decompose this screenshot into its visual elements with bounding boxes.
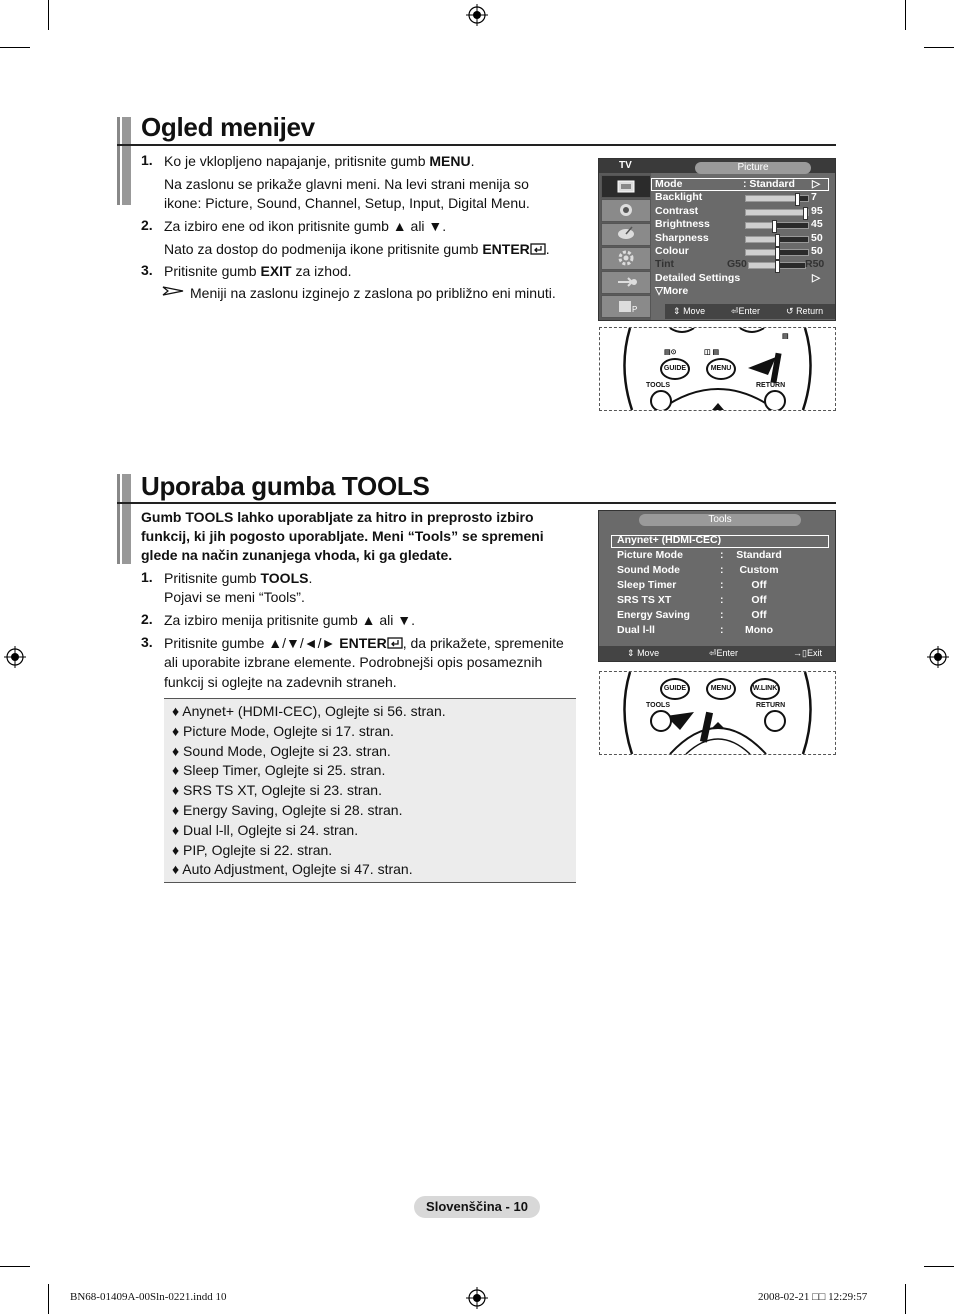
tools-button[interactable] <box>650 390 672 411</box>
reference-item: ♦ Dual l-ll, Oglejte si 24. stran. <box>172 821 359 838</box>
section-bar <box>117 117 131 205</box>
crop-mark <box>905 1284 906 1314</box>
level-bar-fill <box>746 223 774 228</box>
remote-illustration <box>599 327 836 411</box>
step-text: funkcij si oglejte na zadevnih straneh. <box>164 674 397 690</box>
osd-tv-label: TV <box>619 160 632 171</box>
picture-menu-item-label[interactable]: Detailed Settings <box>655 271 741 284</box>
tools-menu-item-label[interactable]: SRS TS XT <box>617 594 672 606</box>
picture-menu-item-value: 7 <box>811 191 817 204</box>
picture-icon[interactable] <box>601 175 651 198</box>
tools-menu-item-separator: : <box>720 609 724 621</box>
step-text: Pritisnite gumb TOOLS. <box>164 570 313 586</box>
tools-menu-item-separator: : <box>720 579 724 591</box>
move-icon: ⇕ <box>627 648 635 658</box>
picture-menu-item-label[interactable]: Brightness <box>655 218 710 231</box>
step-text: Na zaslonu se prikaže glavni meni. Na levi strani menija so <box>164 176 529 192</box>
level-bar-knob[interactable] <box>803 207 808 220</box>
level-bar-knob[interactable] <box>775 260 780 273</box>
step-number: 2. <box>141 217 153 233</box>
osd-footer-move: ⇕ Move <box>673 306 706 316</box>
reference-item: ♦ SRS TS XT, Oglejte si 23. stran. <box>172 782 382 799</box>
tools-menu-item-value: Off <box>751 579 767 591</box>
channel-icon[interactable] <box>601 223 651 246</box>
crop-mark <box>905 0 906 30</box>
picture-menu-screen <box>598 158 836 321</box>
tools-label: TOOLS <box>646 382 670 389</box>
registration-mark-icon <box>466 4 488 26</box>
sound-icon[interactable] <box>601 199 651 222</box>
reference-item: ♦ Picture Mode, Oglejte si 17. stran. <box>172 722 394 739</box>
reference-item: ♦ PIP, Oglejte si 22. stran. <box>172 841 333 858</box>
intro-text: glede na način zunanjega vhoda, ki ga gledate. <box>141 547 453 563</box>
setup-icon[interactable] <box>601 247 651 270</box>
step-text: Pojavi se meni “Tools”. <box>164 589 305 605</box>
menu-button[interactable]: MENU <box>706 358 736 380</box>
intro-text: funkcij, ki jih pogosto uporabljate. Meni “Tools” se spremeni <box>141 528 544 544</box>
intro-text: Gumb TOOLS lahko uporabljate za hitro in preprosto izbiro <box>141 509 534 525</box>
section-title: Ogled menijev <box>141 112 315 142</box>
button-label-icon: ▤ <box>782 333 789 340</box>
tools-menu-item-separator: : <box>720 594 724 606</box>
level-bar[interactable] <box>745 222 809 229</box>
tools-menu-item-value: Off <box>751 594 767 606</box>
step-number: 2. <box>141 611 153 627</box>
osd-header-tab: Tools <box>639 514 801 526</box>
enter-icon: ⏎ <box>731 306 739 316</box>
osd-footer-move: ⇕ Move <box>627 648 660 658</box>
exit-icon: →▯ <box>793 648 807 658</box>
picture-menu-item-label[interactable]: Contrast <box>655 204 699 217</box>
crop-mark <box>0 1266 30 1267</box>
step-text: Nato za dostop do podmenija ikone pritisnite gumb ENTER . <box>164 241 550 257</box>
note-arrow-icon <box>162 286 184 296</box>
tools-menu-item-anynet[interactable]: Anynet+ (HDMI-CEC) <box>617 534 722 546</box>
osd-footer-exit: →▯Exit <box>793 648 822 658</box>
section-bar <box>117 474 131 564</box>
remote-illustration <box>599 671 836 755</box>
input-icon[interactable] <box>601 271 651 294</box>
crop-mark <box>48 1284 49 1314</box>
osd-footer-enter: ⏎Enter <box>731 306 761 316</box>
step-text: Pritisnite gumbe ▲/▼/◄/► ENTER , da prikažete, spremenite <box>164 635 564 651</box>
crop-mark <box>48 0 49 30</box>
reference-item: ♦ Auto Adjustment, Oglejte si 47. stran. <box>172 861 413 878</box>
button-label-icon: ▤⊙ <box>664 349 677 356</box>
picture-menu-item-value: 45 <box>811 218 823 231</box>
step-text: ali uporabite izbrane elemente. Podrobnejši opis posameznih <box>164 654 543 670</box>
return-icon: ↺ <box>786 306 794 316</box>
tint-right-value: R50 <box>805 258 825 271</box>
enter-icon <box>530 243 546 255</box>
registration-mark-icon <box>4 646 26 668</box>
tools-menu-item-label[interactable]: Sound Mode <box>617 564 680 576</box>
tools-menu-item-value: Off <box>751 609 767 621</box>
level-bar[interactable] <box>745 249 809 256</box>
step-text: Pritisnite gumb EXIT za izhod. <box>164 263 352 279</box>
level-bar-fill <box>746 210 805 215</box>
step-number: 1. <box>141 152 153 168</box>
picture-menu-item-value: 95 <box>811 204 823 217</box>
guide-button[interactable]: GUIDE <box>660 678 690 700</box>
return-label: RETURN <box>756 382 786 389</box>
tools-menu-item-separator: : <box>720 624 724 636</box>
step-text: Za izbiro ene od ikon pritisnite gumb ▲ ali ▼. <box>164 218 447 234</box>
note-text: Meniji na zaslonu izginejo z zaslona po približno eni minuti. <box>190 285 556 301</box>
tools-menu-screen <box>598 510 836 662</box>
picture-menu-item-label[interactable]: Backlight <box>655 191 703 204</box>
crop-mark <box>924 1266 954 1267</box>
level-bar-fill <box>749 263 777 268</box>
tools-menu-item-label[interactable]: Sleep Timer <box>617 579 677 591</box>
picture-menu-item-value: : Standard <box>743 178 795 190</box>
wlink-button[interactable]: W.LINK <box>750 678 780 700</box>
picture-menu-item-label[interactable]: Tint <box>655 258 675 271</box>
reference-list <box>164 698 576 883</box>
return-button[interactable] <box>764 710 786 732</box>
level-bar-fill <box>746 196 797 201</box>
tools-menu-item-label[interactable]: Dual l-ll <box>617 624 655 636</box>
level-bar-knob[interactable] <box>775 234 780 247</box>
menu-button[interactable]: MENU <box>706 678 736 700</box>
section-title: Uporaba gumba TOOLS <box>141 471 430 501</box>
osd-header-tab: Picture <box>695 162 811 174</box>
crop-mark <box>924 47 954 48</box>
return-button[interactable] <box>764 390 786 411</box>
submenu-arrow-icon: ▷ <box>812 178 821 190</box>
step-text: Ko je vklopljeno napajanje, pritisnite gumb MENU. <box>164 153 475 169</box>
footer-timestamp: 2008-02-21 □□ 12:29:57 <box>758 1291 868 1303</box>
tools-menu-item-separator: : <box>720 564 724 576</box>
enter-icon: ⏎ <box>709 648 717 658</box>
level-bar-knob[interactable] <box>775 247 780 260</box>
level-bar[interactable] <box>745 195 809 202</box>
section-rule <box>117 502 836 504</box>
picture-menu-item-label[interactable]: Sharpness <box>655 231 709 244</box>
tools-menu-item-value: Custom <box>739 564 779 576</box>
svg-text:P: P <box>632 305 638 314</box>
reference-item: ♦ Energy Saving, Oglejte si 28. stran. <box>172 802 403 818</box>
tools-menu-item-separator: : <box>720 549 724 561</box>
guide-button[interactable]: GUIDE <box>660 358 690 380</box>
section-rule <box>117 144 836 146</box>
tools-menu-item-value: Mono <box>745 624 773 636</box>
osd-footer-return: ↺ Return <box>786 306 824 316</box>
reference-item: ♦ Anynet+ (HDMI-CEC), Oglejte si 56. stran. <box>172 703 446 719</box>
step-number: 1. <box>141 569 153 585</box>
level-bar-fill <box>746 250 777 255</box>
registration-mark-icon <box>927 646 949 668</box>
tools-button[interactable] <box>650 710 672 732</box>
reference-item: ♦ Sleep Timer, Oglejte si 25. stran. <box>172 762 386 779</box>
digital-menu-icon[interactable] <box>601 295 651 318</box>
enter-icon <box>387 637 403 649</box>
registration-mark-icon <box>466 1287 488 1309</box>
picture-menu-item-value: 50 <box>811 245 823 257</box>
tint-left-value: G50 <box>727 258 747 271</box>
picture-menu-item-label[interactable]: Colour <box>655 245 689 257</box>
move-icon: ⇕ <box>673 306 681 316</box>
page-number-badge: Slovenščina - 10 <box>414 1196 540 1218</box>
tools-menu-item-label[interactable]: Energy Saving <box>617 609 690 621</box>
return-label: RETURN <box>756 702 786 709</box>
level-bar-knob[interactable] <box>772 220 777 233</box>
level-bar-knob[interactable] <box>795 193 800 206</box>
step-text: ikone: Picture, Sound, Channel, Setup, Input, Digital Menu. <box>164 195 530 211</box>
osd-footer-enter: ⏎Enter <box>709 648 739 658</box>
step-number: 3. <box>141 634 153 650</box>
footer-file-name: BN68-01409A-00Sln-0221.indd 10 <box>70 1291 227 1303</box>
button-label-icon: ◫ ▤ <box>704 349 720 356</box>
tools-menu-item-value: Standard <box>736 549 782 561</box>
tools-label: TOOLS <box>646 702 670 709</box>
level-bar-fill <box>746 237 777 242</box>
level-bar[interactable] <box>748 262 806 269</box>
picture-menu-item-value: 50 <box>811 231 823 244</box>
submenu-arrow-icon: ▷ <box>812 271 821 284</box>
step-number: 3. <box>141 262 153 278</box>
picture-menu-item-label[interactable]: ▽More <box>655 285 689 298</box>
level-bar[interactable] <box>745 236 809 243</box>
step-text: Za izbiro menija pritisnite gumb ▲ ali ▼. <box>164 612 416 628</box>
level-bar[interactable] <box>745 209 809 216</box>
crop-mark <box>0 47 30 48</box>
picture-menu-item-label[interactable]: Mode <box>655 178 683 190</box>
tools-menu-item-label[interactable]: Picture Mode <box>617 549 683 561</box>
reference-item: ♦ Sound Mode, Oglejte si 23. stran. <box>172 742 391 759</box>
